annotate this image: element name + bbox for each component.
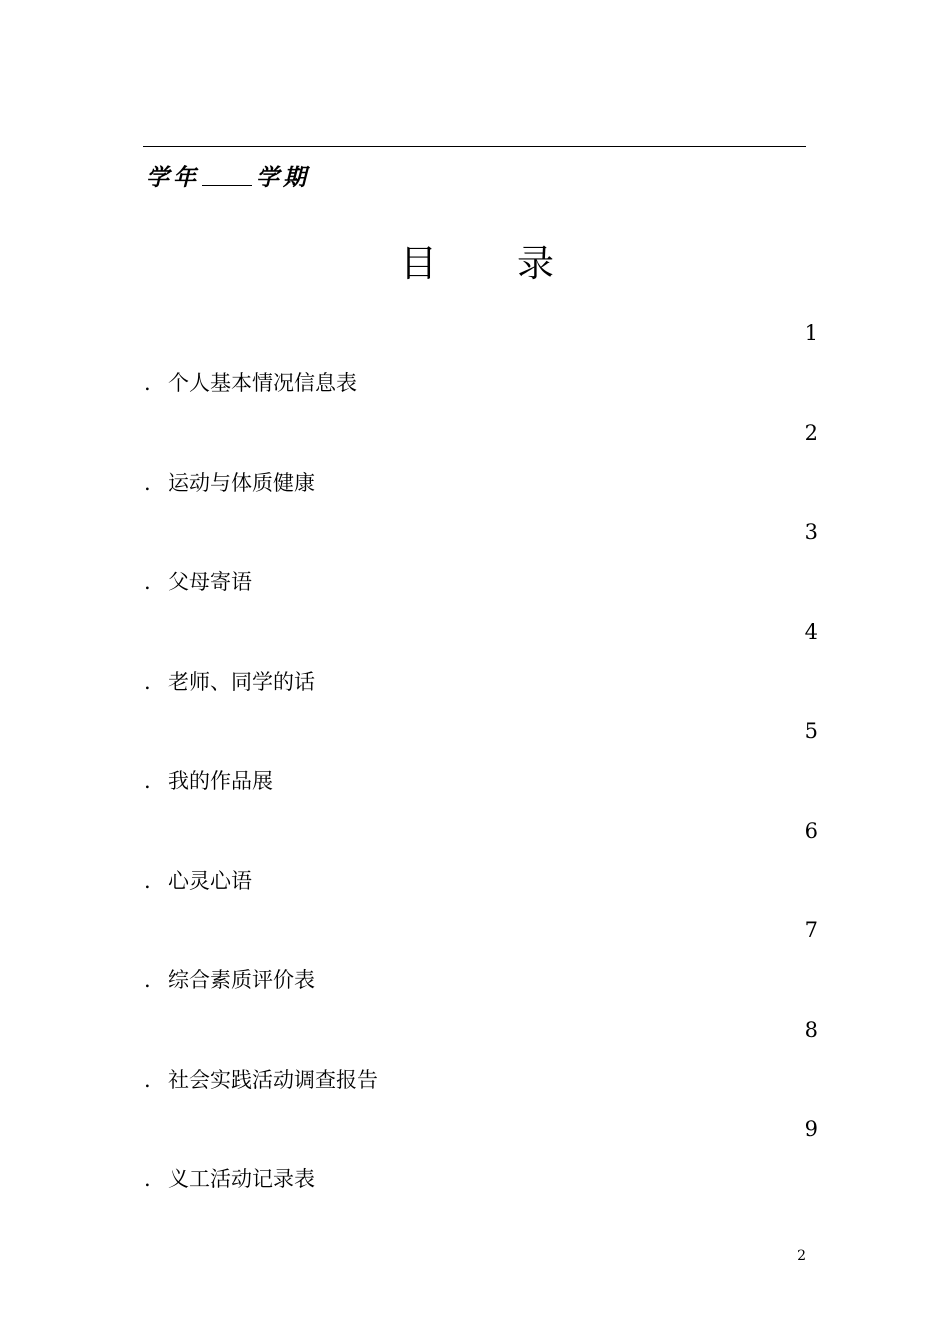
toc-entry-label[interactable] (144, 569, 252, 595)
toc-entry (0, 519, 950, 619)
toc-entry-text: 我的作品展 (168, 769, 273, 793)
toc-entry (0, 320, 950, 420)
header-rule (143, 146, 806, 147)
toc-entry-label[interactable] (144, 868, 252, 894)
toc-entry-label[interactable] (144, 470, 315, 496)
toc-title-right: 录 (517, 242, 554, 285)
toc-title-left: 目 (400, 242, 437, 285)
toc-entry-text: 义工活动记录表 (168, 1167, 315, 1191)
toc-entry-label[interactable] (144, 768, 273, 794)
toc-entry (0, 718, 950, 818)
toc-entry (0, 1116, 950, 1216)
toc-entry (0, 1017, 950, 1117)
toc-entry-number: 2 (804, 421, 818, 445)
toc-entry-number: 7 (804, 918, 818, 942)
toc-entry-number: 6 (804, 819, 818, 843)
toc-entry (0, 818, 950, 918)
toc-entry-label[interactable] (144, 967, 315, 993)
toc-entry-text: 心灵心语 (168, 869, 252, 893)
toc-entry-bullet: . (144, 1167, 151, 1191)
toc-entry-number: 3 (804, 520, 818, 544)
toc-entry-text: 父母寄语 (168, 570, 252, 594)
toc-entry (0, 917, 950, 1017)
toc-entry-bullet: . (144, 570, 151, 594)
term-line (146, 158, 310, 192)
toc-entry-bullet: . (144, 968, 151, 992)
toc-entry-number: 1 (804, 321, 818, 345)
toc-entry-bullet: . (144, 1068, 151, 1092)
term-blank-field (202, 185, 252, 186)
toc-entry-label[interactable] (144, 1067, 378, 1093)
toc-entry-bullet: . (144, 869, 151, 893)
toc-entry (0, 619, 950, 719)
toc-entry-number: 4 (804, 620, 818, 644)
toc-entry-number: 9 (804, 1117, 818, 1141)
toc-entry-label[interactable] (144, 669, 315, 695)
toc-entry-number: 5 (804, 719, 818, 743)
toc-entry-text: 个人基本情况信息表 (168, 371, 357, 395)
toc-entry-bullet: . (144, 769, 151, 793)
toc-entry-text: 社会实践活动调查报告 (168, 1068, 378, 1092)
toc-entry-bullet: . (144, 670, 151, 694)
toc-entry-text: 综合素质评价表 (168, 968, 315, 992)
toc-entry-bullet: . (144, 371, 151, 395)
toc-entry (0, 420, 950, 520)
term-prefix: 学年 (146, 165, 200, 191)
toc-entry-text: 运动与体质健康 (168, 471, 315, 495)
toc-entry-bullet: . (144, 471, 151, 495)
toc-entry-text: 老师、同学的话 (168, 670, 315, 694)
toc-entry-label[interactable] (144, 370, 357, 396)
toc-entry-label[interactable] (144, 1166, 315, 1192)
toc-entry-number: 8 (804, 1018, 818, 1042)
term-suffix: 学期 (256, 165, 310, 191)
toc-title (400, 236, 554, 284)
page-number: 2 (797, 1248, 806, 1264)
